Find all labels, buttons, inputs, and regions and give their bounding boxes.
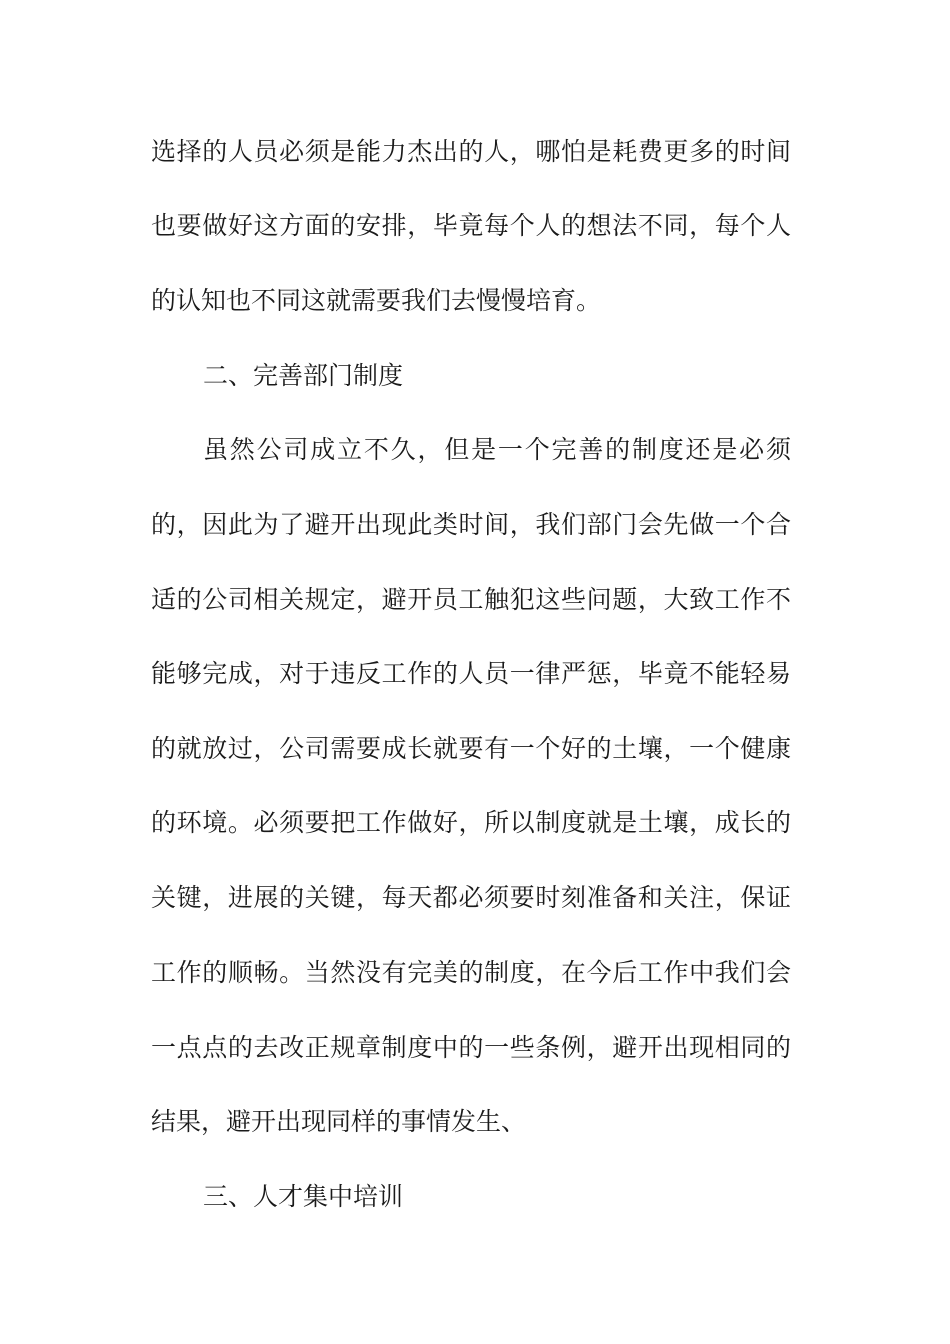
paragraph-line: 也要做好这方面的安排，毕竟每个人的想法不同，每个人 [151, 211, 791, 240]
paragraph-line: 的，因此为了避开出现此类时间，我们部门会先做一个合 [151, 510, 791, 539]
paragraph-line: 的环境。必须要把工作做好，所以制度就是土壤，成长的 [151, 808, 791, 837]
section-heading: 二、完善部门制度 [203, 361, 404, 390]
paragraph-line: 结果，避开出现同样的事情发生、 [151, 1107, 527, 1136]
paragraph-line: 关键，进展的关键，每天都必须要时刻准备和关注，保证 [151, 883, 791, 912]
paragraph-line: 选择的人员必须是能力杰出的人，哪怕是耗费更多的时间 [151, 137, 791, 166]
paragraph-line: 能够完成，对于违反工作的人员一律严惩，毕竟不能轻易 [151, 659, 791, 688]
paragraph-line: 虽然公司成立不久，但是一个完善的制度还是必须 [203, 435, 791, 464]
paragraph-line: 适的公司相关规定，避开员工触犯这些问题，大致工作不 [151, 585, 791, 614]
paragraph-line: 一点点的去改正规章制度中的一些条例，避开出现相同的 [151, 1033, 791, 1062]
paragraph-line: 工作的顺畅。当然没有完美的制度，在今后工作中我们会 [151, 958, 791, 987]
paragraph-line: 的认知也不同这就需要我们去慢慢培育。 [151, 286, 602, 315]
paragraph-line: 的就放过，公司需要成长就要有一个好的土壤，一个健康 [151, 734, 791, 763]
section-heading: 三、人才集中培训 [203, 1182, 404, 1211]
